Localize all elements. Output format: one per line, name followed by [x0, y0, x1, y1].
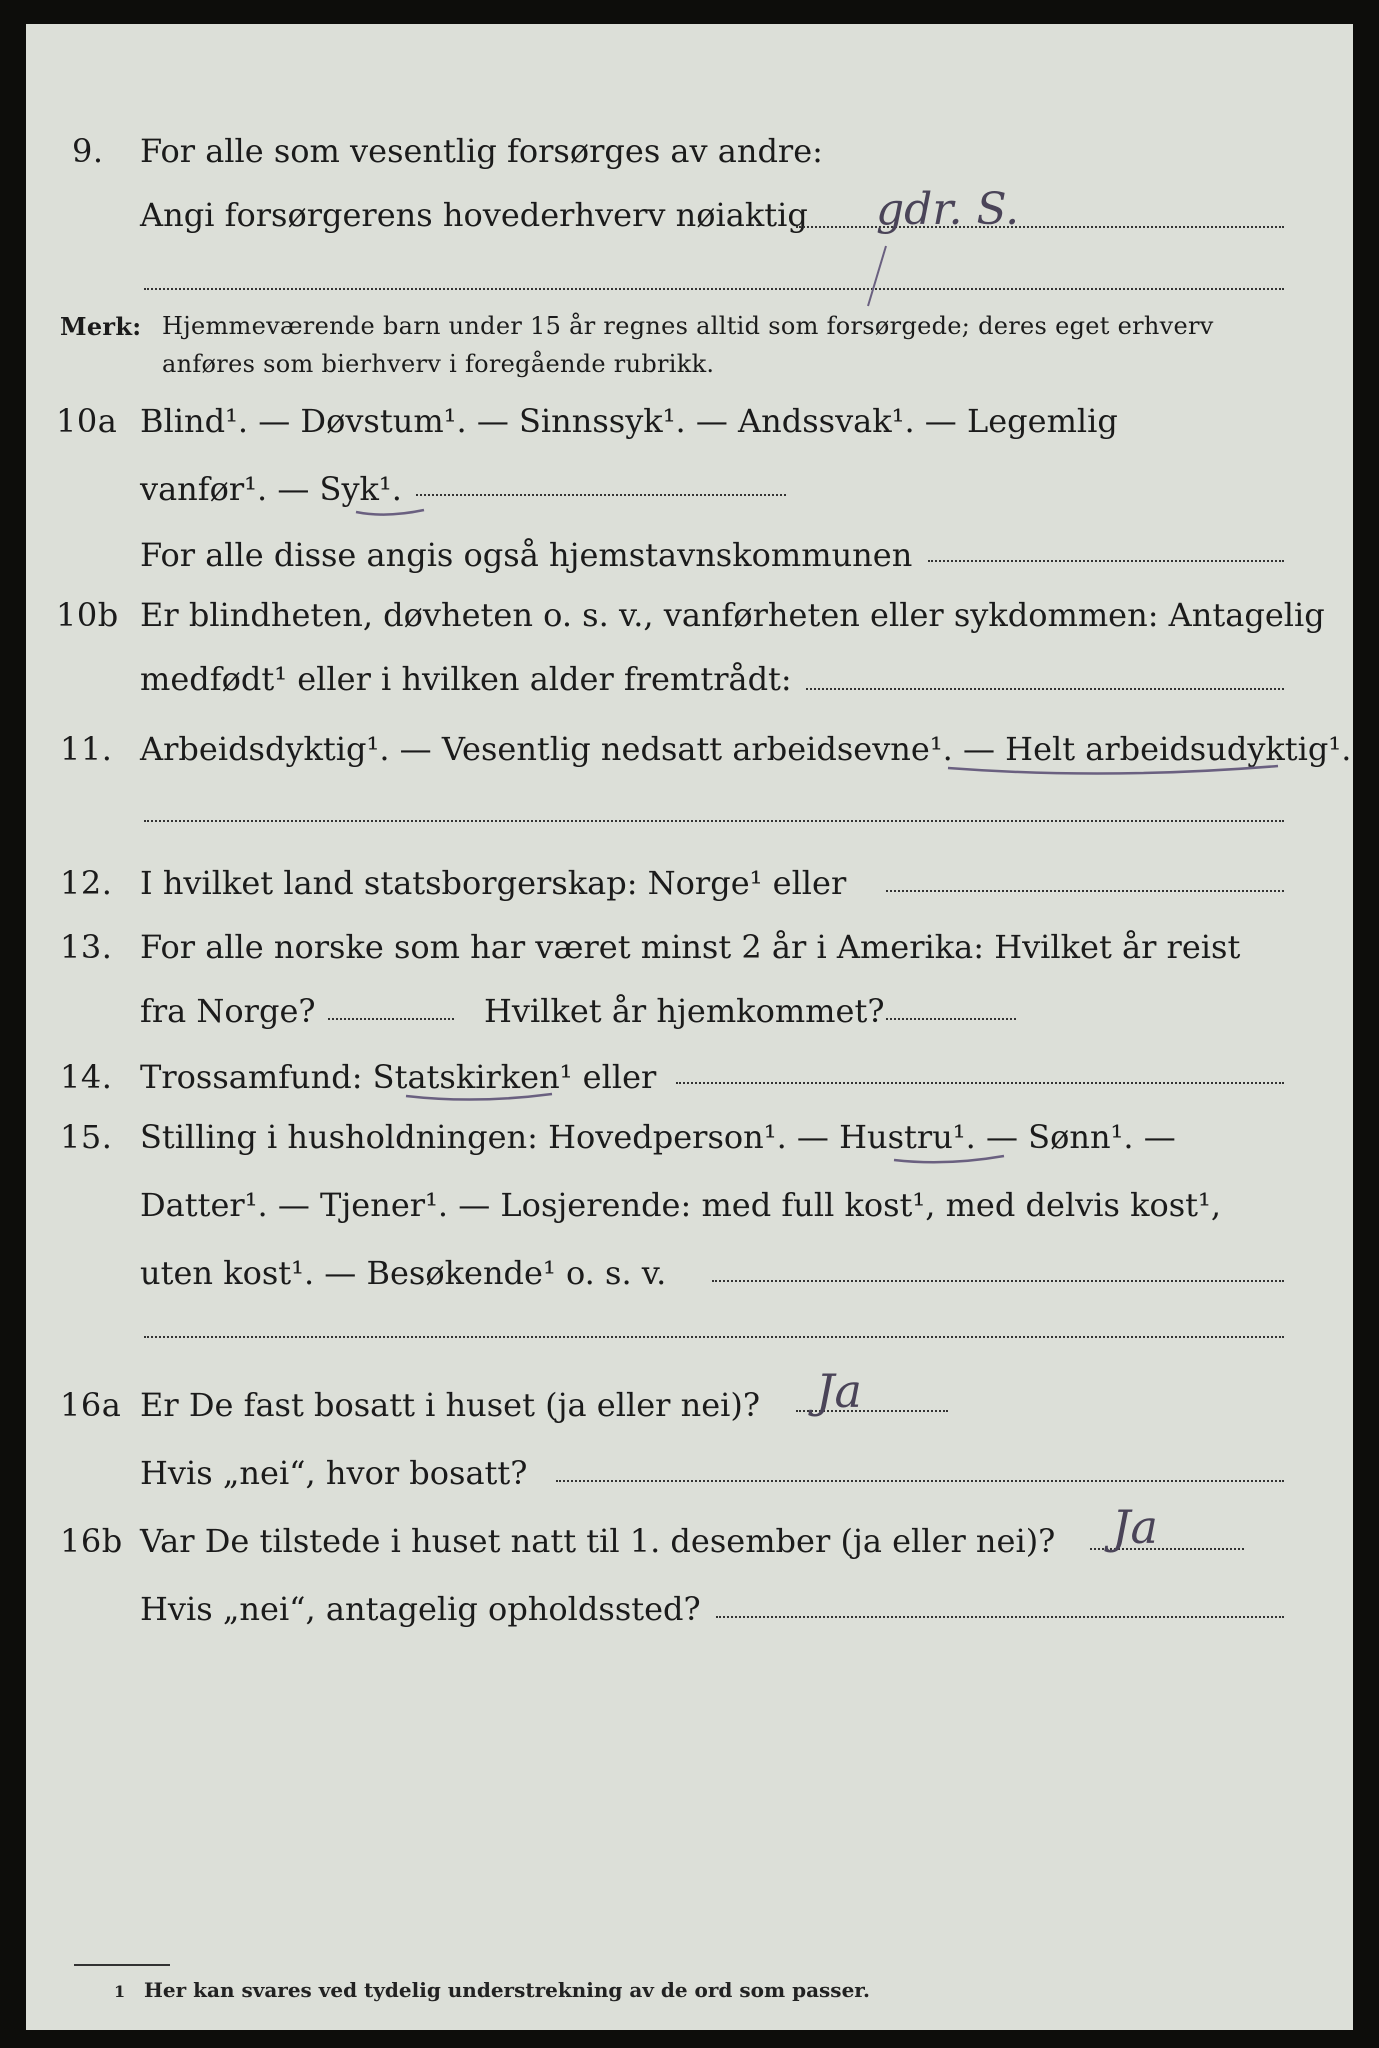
- q10b-line2: medfødt¹ eller i hvilken alder fremtrådt:: [140, 660, 792, 698]
- merk-label: Merk:: [60, 312, 142, 341]
- footnote-text: Her kan svares ved tydelig understrekning av de ord som passer.: [144, 1978, 870, 2002]
- q13-line1: For alle norske som har været minst 2 år i Amerika: Hvilket år reist: [140, 928, 1241, 966]
- q15-line1: Stilling i husholdningen: Hovedperson¹. — Hustru¹. — Sønn¹. —: [140, 1118, 1176, 1156]
- q9-handwritten-answer: gdr. S.: [876, 184, 1020, 235]
- q10a-line2: vanfør¹. — Syk¹.: [140, 470, 402, 508]
- q16b-handwritten-answer: Ja: [1112, 1500, 1158, 1554]
- item-number-10a: 10a: [56, 402, 118, 440]
- item-number-10b: 10b: [56, 596, 119, 634]
- item-number-13: 13.: [60, 928, 113, 966]
- underline-hustru: [894, 1156, 1004, 1162]
- q9-line1: For alle som vesentlig forsørges av andre:: [140, 132, 823, 170]
- q9-line2: Angi forsørgerens hovederhverv nøiaktig: [140, 196, 808, 234]
- q14-line1: Trossamfund: Statskirken¹ eller: [140, 1058, 657, 1096]
- pencil-underline-marks: [26, 24, 1353, 2030]
- merk-line1: Hjemmeværende barn under 15 år regnes alltid som forsørgede; deres eget erhverv: [162, 312, 1214, 340]
- q13-line2a: fra Norge?: [140, 992, 316, 1030]
- underline-syk: [356, 510, 424, 515]
- item-number-14: 14.: [60, 1058, 113, 1096]
- merk-line2: anføres som bierhverv i foregående rubrikk.: [162, 350, 715, 378]
- footnote-mark: 1: [114, 1982, 126, 2001]
- pencil-stroke-q9: [868, 246, 886, 306]
- q16a-handwritten-answer: Ja: [816, 1364, 862, 1418]
- q16b-line1: Var De tilstede i huset natt til 1. desember (ja eller nei)?: [140, 1522, 1056, 1560]
- item-number-11: 11.: [60, 730, 113, 768]
- q15-line3: uten kost¹. — Besøkende¹ o. s. v.: [140, 1254, 667, 1292]
- item-number-16a: 16a: [60, 1386, 122, 1424]
- q11-line1: Arbeidsdyktig¹. — Vesentlig nedsatt arbeidsevne¹. — Helt arbeidsudyktig¹.: [140, 730, 1352, 768]
- item-number-12: 12.: [60, 864, 113, 902]
- underline-helt-arbeidsudyktig: [948, 766, 1278, 774]
- q10a-line3: For alle disse angis også hjemstavnskommunen: [140, 536, 913, 574]
- q16a-line1: Er De fast bosatt i huset (ja eller nei)?: [140, 1386, 761, 1424]
- q16b-line2: Hvis „nei“, antagelig opholdssted?: [140, 1590, 701, 1628]
- underline-statskirken: [406, 1094, 552, 1100]
- item-number-9: 9.: [72, 132, 104, 170]
- item-number-16b: 16b: [60, 1522, 123, 1560]
- q16a-line2: Hvis „nei“, hvor bosatt?: [140, 1454, 528, 1492]
- census-form-page: [26, 24, 1353, 2030]
- q10b-line1: Er blindheten, døvheten o. s. v., vanførheten eller sykdommen: Antagelig: [140, 596, 1325, 634]
- item-number-15: 15.: [60, 1118, 113, 1156]
- q12-line1: I hvilket land statsborgerskap: Norge¹ eller: [140, 864, 847, 902]
- q13-line2b: Hvilket år hjemkommet?: [484, 992, 885, 1030]
- q15-line2: Datter¹. — Tjener¹. — Losjerende: med full kost¹, med delvis kost¹,: [140, 1186, 1222, 1224]
- q10a-line1: Blind¹. — Døvstum¹. — Sinnssyk¹. — Andssvak¹. — Legemlig: [140, 402, 1118, 440]
